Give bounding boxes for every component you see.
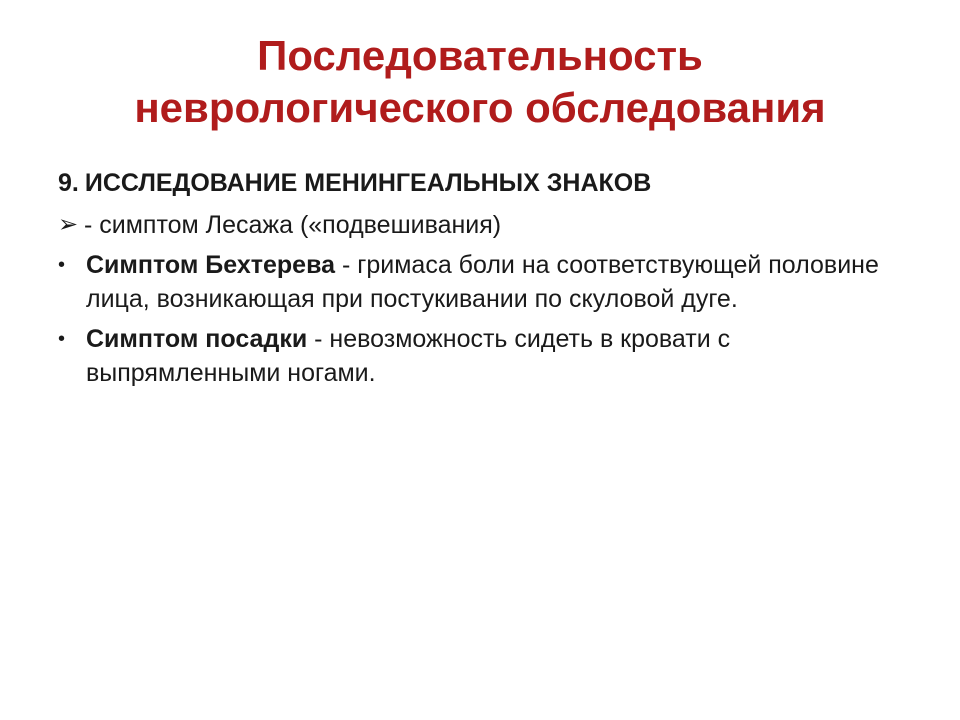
bullet-dot-icon: • bbox=[58, 328, 66, 350]
title-line-1: Последовательность bbox=[257, 32, 703, 79]
section-heading bbox=[58, 166, 918, 200]
title-line-2: неврологического обследования bbox=[134, 84, 826, 131]
bullet-item-bekhterev bbox=[58, 248, 918, 316]
section-number: 9. bbox=[58, 169, 79, 197]
bullet-dot-icon: • bbox=[58, 254, 66, 276]
section-heading-text: ИССЛЕДОВАНИЕ МЕНИНГЕАЛЬНЫХ ЗНАКОВ bbox=[84, 169, 652, 197]
arrow-bullet-icon: ➢ bbox=[58, 211, 79, 238]
bullet-description: - невозможность сидеть в кровати с выпрямленными ногами. bbox=[86, 325, 731, 387]
slide-content bbox=[58, 166, 918, 396]
bullet-item-posadka bbox=[58, 322, 918, 390]
bullet-description: - гримаса боли на соответствующей половине лица, возникающая при постукивании по скуловой дуге. bbox=[86, 251, 879, 313]
bullet-term: Симптом посадки bbox=[86, 325, 308, 353]
slide-title bbox=[40, 30, 920, 134]
arrow-item-text: - симптом Лесажа («подвешивания) bbox=[84, 211, 502, 239]
bullet-text bbox=[86, 248, 918, 316]
bullet-term: Симптом Бехтерева bbox=[86, 251, 336, 279]
bullet-text bbox=[86, 322, 918, 390]
arrow-list-item bbox=[58, 208, 918, 242]
